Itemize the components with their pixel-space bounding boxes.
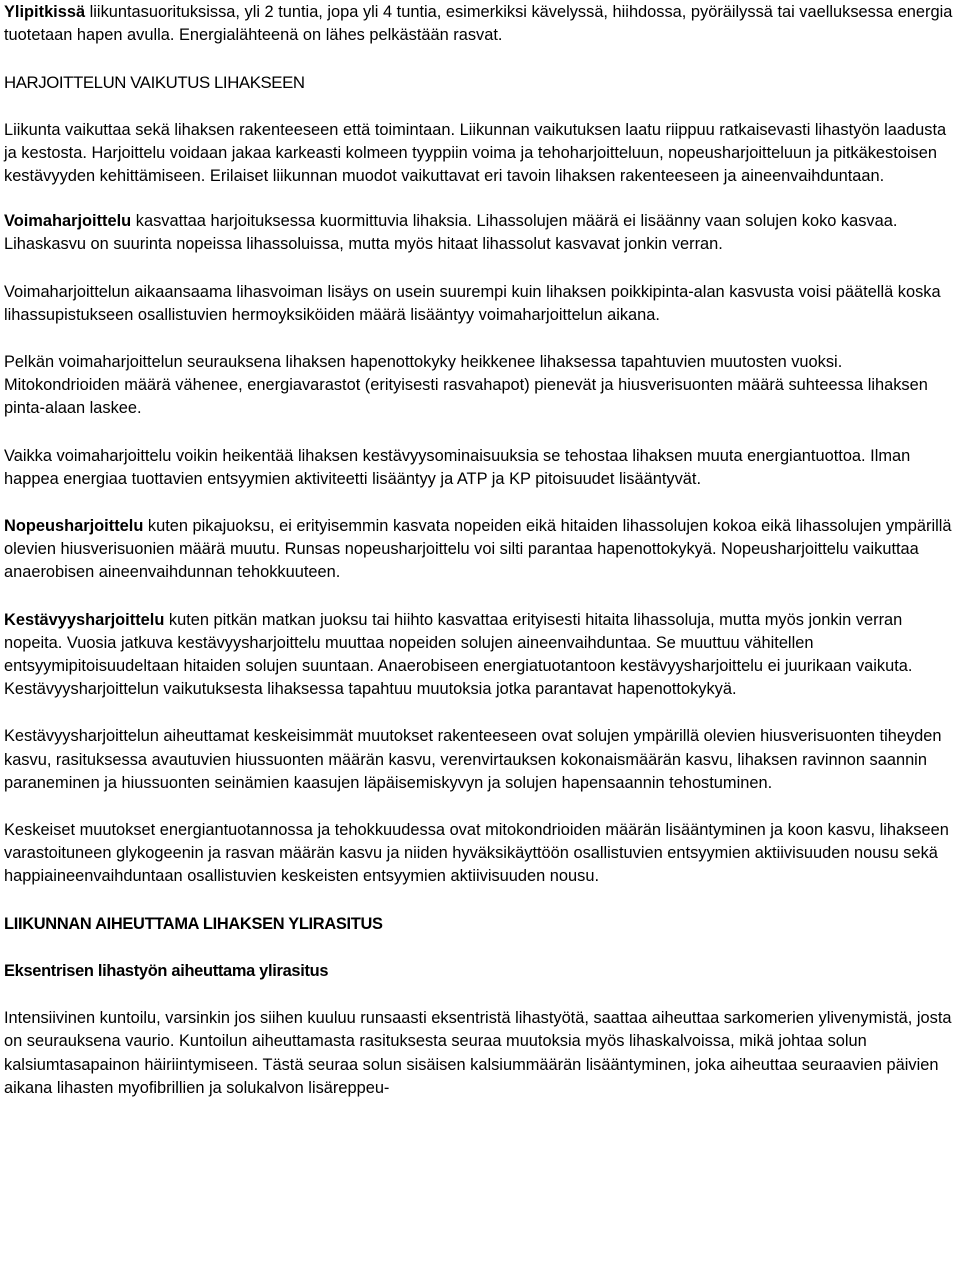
intro-text: liikuntasuorituksissa, yli 2 tuntia, jopa yli 4 tuntia, esimerkiksi kävelyssä, hiihdossa, pyöräilyssä tai vaelluksessa energia tuotetaan hapen avulla. Energialähteenä on lähes pelkästään rasvat.: [4, 3, 953, 45]
kestavyysharjoittelu-text: kuten pitkän matkan juoksu tai hiihto kasvattaa erityisesti hitaita lihassoluja, mutta myös jonkin verran nopeita. Vuosia jatkuva kestävyysharjoittelu muuttaa nopeiden solujen aineenvaihduntaa. Se muuttuu vähitellen entsyymipitoisuudeltaan hitaiden solujen suuntaan. Anaerobiseen energiatuotantoon kestävyysharjoittelu ei juurikaan vaikuta. Kestävyysharjoittelun vaikutuksesta lihaksessa tapahtuu muutoksia jotka parantavat hapenottokykyä.: [4, 610, 913, 699]
paragraph-intensiivinen-kuntoilu: Intensiivinen kuntoilu, varsinkin jos siihen kuuluu runsaasti eksentristä lihastyötä, saattaa aiheuttaa sarkomerien ylivenymistä, josta on seurauksena vaurio. Kuntoilun aiheuttamasta rasituksesta seuraa muutoksia myös lihaskalvoissa, mikä johtaa solun kalsiumtasapainon häiriintymiseen. Tästä seuraa solun sisäisen kalsiummäärän lisääntyminen, joka aiheuttaa seuraavien päivien aikana lihasten myofibrillien ja solukalvon lisäreppeu-: [4, 1009, 952, 1097]
paragraph-voimaharjoittelu: [4, 210, 956, 256]
document-page: [4, 0, 956, 1100]
paragraph-nopeusharjoittelu: [4, 515, 956, 585]
voimaharjoittelu-lead: Voimaharjoittelu: [4, 212, 132, 231]
nopeusharjoittelu-lead: Nopeusharjoittelu: [4, 517, 144, 536]
paragraph-kestavyysharjoittelu: [4, 609, 956, 702]
nopeusharjoittelu-text: kuten pikajuoksu, ei erityisemmin kasvata nopeiden eikä hitaiden lihassolujen kokoa eikä lihassolujen ympärillä olevien hiusverisuonien määrä muutu. Runsas nopeusharjoittelu voi silti parantaa hapenottokykyä. Nopeusharjoittelu vaikuttaa anaerobisen aineenvaihdunnan tehokkuuteen.: [4, 517, 952, 582]
paragraph-lihasvoiman-lisays: Voimaharjoittelun aikaansaama lihasvoiman lisäys on usein suurempi kuin lihaksen poikkipinta-alan kasvusta voisi päätellä koska lihassupistukseen osallistuvien hermoyksiköiden määrä lisääntyy voimaharjoittelun aikana.: [4, 282, 941, 324]
intro-paragraph: [4, 1, 956, 47]
intro-lead: Ylipitkissä: [4, 3, 86, 21]
paragraph-energiantuotto: Vaikka voimaharjoittelu voikin heikentää lihaksen kestävyysominaisuuksia se tehostaa lihaksen muuta energiantuottoa. Ilman happea energiaa tuottavien entsyymien aktiviteetti lisääntyy ja ATP ja KP pitoisuudet lisääntyvät.: [4, 446, 911, 488]
subsection-heading-eksentrinen: Eksentrisen lihastyön aiheuttama ylirasitus: [4, 961, 329, 980]
paragraph-energiantuotanto-muutokset: Keskeiset muutokset energiantuotannossa ja tehokkuudessa ovat mitokondrioiden määrän lisääntyminen ja koon kasvu, lihakseen varastoituneen glykogeenin ja rasvan määrän kasvu ja niiden hyväksikäyttöön osallistuvien entsyymien aktiivisuuden nousu sekä happiaineenvaihduntaan osallistuvien keskeisten entsyymien aktiivisuuden nousu.: [4, 821, 949, 886]
kestavyysharjoittelu-lead: Kestävyysharjoittelu: [4, 610, 165, 629]
paragraph-liikunta: Liikunta vaikuttaa sekä lihaksen rakenteeseen että toimintaan. Liikunnan vaikutuksen laatu riippuu ratkaisevasti lihastyön laadusta ja kestosta. Harjoittelu voidaan jakaa karkeasti kolmeen tyyppiin voima ja tehoharjoitteluun, nopeusharjoitteluun ja pitkäkestoisen kestävyyden kehittämiseen. Erilaiset liikunnan muodot vaikuttavat eri tavoin lihaksen rakenteeseen ja aineenvaihduntaan.: [4, 120, 947, 186]
section-heading-ylirasitus: LIIKUNNAN AIHEUTTAMA LIHAKSEN YLIRASITUS: [4, 914, 383, 933]
paragraph-hapenottokyky: Pelkän voimaharjoittelun seurauksena lihaksen hapenottokyky heikkenee lihaksessa tapahtuvien muutosten vuoksi. Mitokondrioiden määrä vähenee, energiavarastot (erityisesti rasvahapot) pienevät ja hiusverisuonten määrä suhteessa lihaksen pinta-alaan laskee.: [4, 353, 928, 418]
paragraph-rakennemuutokset: Kestävyysharjoittelun aiheuttamat keskeisimmät muutokset rakenteeseen ovat solujen ympärillä olevien hiusverisuonten tiheyden kasvu, rasituksessa avautuvien hiussuonten määrän kasvu, verenvirtauksen kokonaismäärän kasvu, lihaksen ravinnon saannin paraneminen ja hiussuonten seinämien kaasujen läpäisemiskyvyn ja solujen hapensaannin tehostuminen.: [4, 727, 942, 792]
section-heading-harjoittelun-vaikutus: HARJOITTELUN VAIKUTUS LIHAKSEEN: [4, 73, 305, 93]
voimaharjoittelu-text: kasvattaa harjoituksessa kuormittuvia lihaksia. Lihassolujen määrä ei lisäänny vaan solujen koko kasvaa. Lihaskasvu on suurinta nopeissa lihassoluissa, mutta myös hitaat lihassolut kasvavat jonkin verran.: [4, 212, 898, 254]
